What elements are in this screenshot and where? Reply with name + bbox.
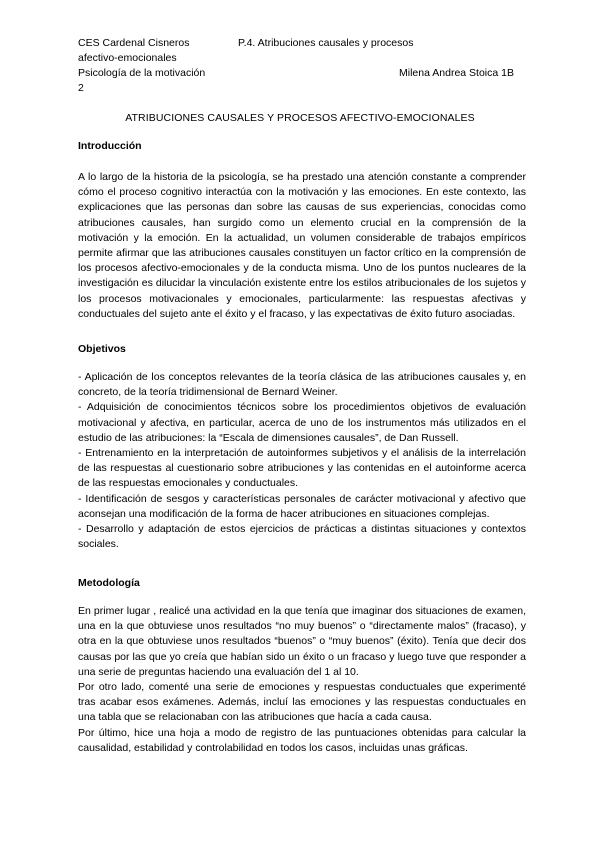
intro-heading: Introducción xyxy=(78,140,142,152)
header-school: CES Cardenal Cisneros xyxy=(78,37,190,49)
method-heading: Metodología xyxy=(78,577,140,589)
objectives-list xyxy=(78,370,526,552)
objectives-heading: Objetivos xyxy=(78,343,126,355)
header-practice-title-cont: afectivo-emocionales xyxy=(78,52,177,64)
objective-item: - Aplicación de los conceptos relevantes de la teoría clásica de las atribuciones causales y, en concreto, de la teoría tridimensional de Bernard Weiner. xyxy=(78,371,526,399)
document-title: ATRIBUCIONES CAUSALES Y PROCESOS AFECTIVO-EMOCIONALES xyxy=(125,112,475,124)
objective-item: - Adquisición de conocimientos técnicos sobre los procedimientos objetivos de evaluación motivacional y afectiva, en particular, acerca de uno de los instrumentos más utilizados en el estudio de las atribuciones: la “Escala de dimensiones causales”, de Dan Russell. xyxy=(78,401,526,444)
method-paragraph: En primer lugar , realicé una actividad en la que tenía que imaginar dos situaciones de examen, una en la que obtuviese unos resultados “no muy buenos” o “directamente malos” (fracaso), y otra en la que obtuviese unos resultados “buenos” o “muy buenos” (éxito). Tenía que decir dos causas por las que yo creía que habían sido un éxito o un fracaso y luego tuve que responder a una serie de preguntas haciendo una evaluación del 1 al 10. xyxy=(78,605,526,678)
intro-paragraph: A lo largo de la historia de la psicología, se ha prestado una atención constante a comprender cómo el proceso cognitivo interactúa con la motivación y las emociones. En este contexto, las explicaciones que las personas dan sobre las causas de sus experiencias, conocidas como atribuciones causales, han surgido como un elemento crucial en la comprensión de la motivación y la emoción. En la actualidad, un volumen considerable de trabajos empíricos permite afirmar que las atribuciones causales constituyen un factor crítico en la comprensión de los procesos afectivo-emocionales y de la conducta misma. Uno de los puntos nucleares de la investigación es dilucidar la vinculación existente entre los estilos atribucionales de los sujetos y los procesos motivacionales y emocionales, particularmente: las respuestas afectivas y conductuales del sujeto ante el éxito y el fracaso, y las expectativas de éxito futuro asociadas. xyxy=(78,171,526,320)
header-subject: Psicología de la motivación xyxy=(78,67,206,79)
header-practice-title: P.4. Atribuciones causales y procesos xyxy=(238,37,414,49)
objective-item: - Identificación de sesgos y características personales de carácter motivacional y afectivo que aconsejan una modificación de la forma de hacer atribuciones en situaciones complejas. xyxy=(78,492,526,520)
method-section xyxy=(78,604,526,756)
objective-item: - Desarrollo y adaptación de estos ejercicios de prácticas a distintas situaciones y contextos sociales. xyxy=(78,523,526,551)
header-author: Milena Andrea Stoica 1B xyxy=(399,67,514,79)
method-paragraph: Por último, hice una hoja a modo de registro de las puntuaciones obtenidas para calcular la causalidad, estabilidad y controlabilidad en todos los casos, incluidas unas gráficas. xyxy=(78,726,526,754)
objective-item: - Entrenamiento en la interpretación de autoinformes subjetivos y el análisis de la interrelación de las respuestas al cuestionario sobre atribuciones y las contenidas en el autoinforme acerca de las respuestas emocionales y conductuales. xyxy=(78,447,526,490)
page-number: 2 xyxy=(78,82,84,94)
method-paragraph: Por otro lado, comenté una serie de emociones y respuestas conductuales que experimenté tras acabar esos exámenes. Además, incluí las emociones y las respuestas conductuales en una tabla que se relacionaban con las atribuciones que hacía a cada causa. xyxy=(78,681,526,724)
